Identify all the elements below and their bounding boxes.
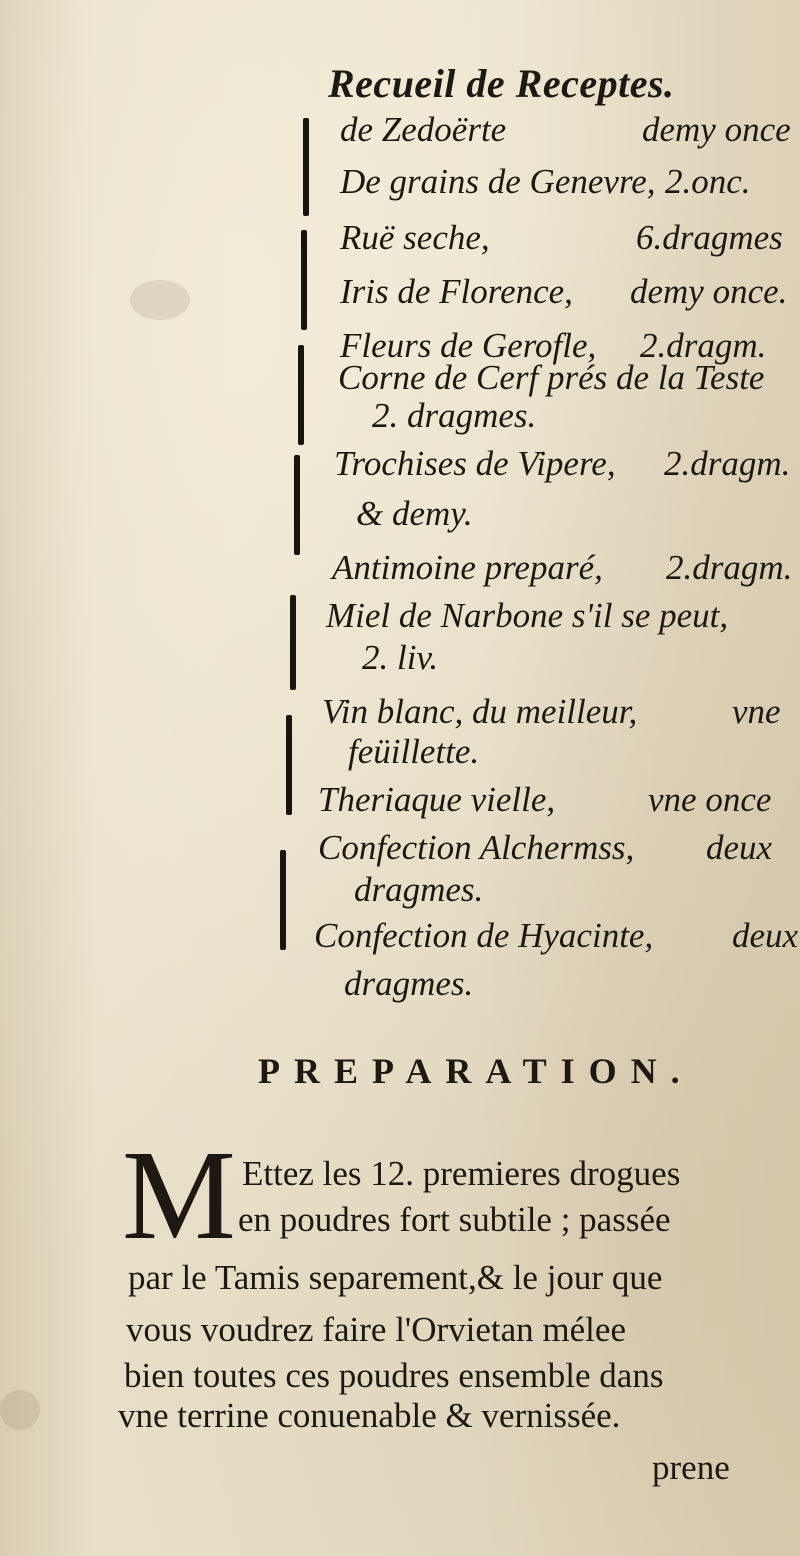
ingredient-name: Trochises de Vipere, <box>334 444 616 483</box>
ingredient-dose: deux <box>706 828 773 867</box>
paper-stain <box>0 1390 40 1430</box>
ingredient-dose: 6.dragmes <box>636 218 783 257</box>
ingredient-dose: 2.onc. <box>665 162 751 201</box>
paragraph-line: Ettez les 12. premieres drogues <box>242 1154 681 1193</box>
ingredient-dose: 2.dragm. <box>640 326 767 365</box>
ingredient-dose: vne once <box>648 780 772 819</box>
margin-bar <box>294 455 300 555</box>
ingredient-dose: 2.dragm. <box>666 548 793 587</box>
ingredient-dose: 2.dragm. <box>664 444 791 483</box>
ingredient-dose: demy once. <box>630 272 788 311</box>
margin-bar <box>286 715 292 815</box>
ingredient-dose-continued: dragmes. <box>344 964 474 1003</box>
ingredient-name: de Zedoërte <box>340 110 507 149</box>
ingredient-dose: demy once <box>642 110 791 149</box>
ingredient-dose: deux <box>732 916 799 955</box>
ingredient-name: Vin blanc, du meilleur, <box>322 692 638 731</box>
ingredient-dose-continued: & demy. <box>356 494 473 533</box>
drop-cap: M <box>122 1124 236 1266</box>
running-head: Recueil de Receptes. <box>328 61 675 106</box>
ingredient-dose: 2. dragmes. <box>372 396 537 435</box>
paper-stain <box>130 280 190 320</box>
ingredient-name: Fleurs de Gerofle, <box>340 326 597 365</box>
section-heading: PREPARATION. <box>258 1051 694 1091</box>
ingredient-dose-continued: feüillette. <box>348 732 480 771</box>
catchword: prene <box>652 1448 730 1487</box>
paragraph-line: en poudres fort subtile ; passée <box>238 1200 671 1239</box>
margin-bar <box>303 118 309 216</box>
paragraph-line: bien toutes ces poudres ensemble dans <box>124 1356 664 1395</box>
ingredient-dose-continued: dragmes. <box>354 870 484 909</box>
ingredient-name: Confection Alchermss, <box>318 828 635 867</box>
ingredient-name: Iris de Florence, <box>340 272 573 311</box>
ingredient-name: De grains de Genevre, <box>340 162 656 201</box>
ingredient-name: Ruë seche, <box>340 218 490 257</box>
margin-bar <box>290 595 296 690</box>
margin-bar <box>280 850 286 950</box>
ingredient-name: Corne de Cerf prés de la Teste <box>338 358 765 397</box>
ingredient-dose: 2. liv. <box>362 638 439 677</box>
margin-bar <box>298 345 304 445</box>
ingredient-name: Antimoine preparé, <box>332 548 603 587</box>
ingredient-name: Theriaque vielle, <box>318 780 556 819</box>
paragraph-line: par le Tamis separement,& le jour que <box>128 1258 663 1297</box>
margin-bar <box>301 230 307 330</box>
ingredient-dose: vne <box>732 692 781 731</box>
ingredient-name: Miel de Narbone s'il se peut, <box>326 596 729 635</box>
paragraph-line: vne terrine conuenable & vernissée. <box>118 1396 621 1435</box>
ingredient-name: Confection de Hyacinte, <box>314 916 654 955</box>
paragraph-line: vous voudrez faire l'Orvietan mélee <box>126 1310 626 1349</box>
